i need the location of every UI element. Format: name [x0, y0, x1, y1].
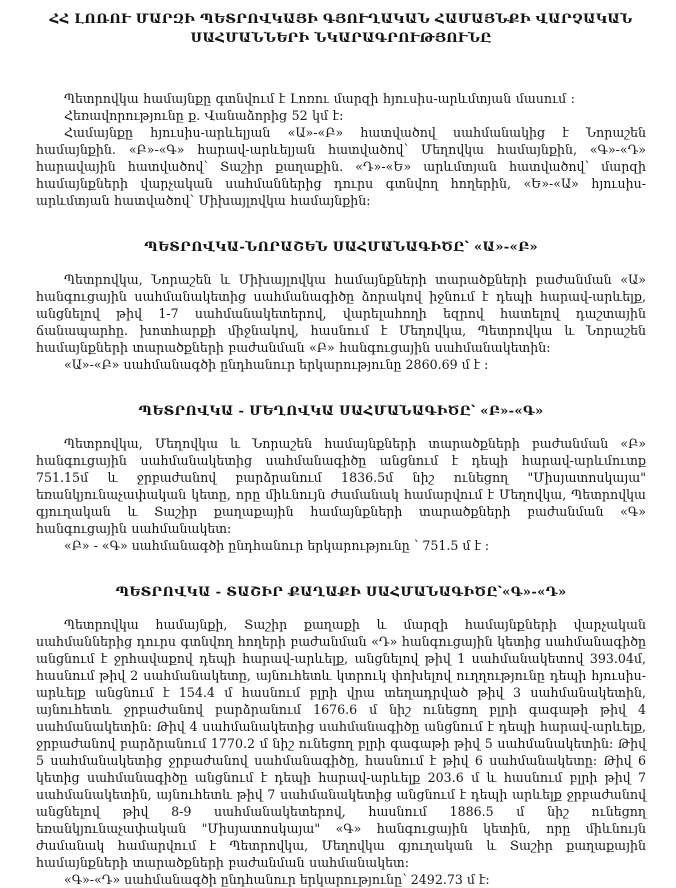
- section-petrovka-meghovka: [36, 403, 646, 554]
- document-title-line2: ՍԱՀՄԱՆՆԵՐԻ ՆԿԱՐԱԳՐՈՒԹՅՈՒՆԸ: [190, 30, 492, 46]
- section-heading: ՊԵՏՐՈՎԿԱ - ՏԱՇԻՐ ՔԱՂԱՔԻ ՍԱՀՄԱՆԱԳԻԾԸ՝«Գ»-«Դ»: [115, 585, 567, 600]
- section-heading: ՊԵՏՐՈՎԿԱ-ՆՈՐԱՇԵՆ ՍԱՀՄԱՆԱԳԻԾԸ՝ «Ա»-«Բ»: [144, 240, 538, 255]
- intro-distance-paragraph: Հեռավորությունը ք. Վանաձորից 52 կմ է:: [64, 108, 344, 123]
- section-petrovka-tashir: [36, 584, 646, 888]
- intro-location-paragraph: Պետրովկա համայնքը գտնվում է Լոռու մարզի հյուսիս-արևմտյան մասում :: [64, 91, 576, 106]
- document-title-line1: ՀՀ ԼՈՌՈՒ ՄԱՐԶԻ ՊԵՏՐՈՎԿԱՅԻ ԳՅՈՒՂԱԿԱՆ ՀԱՄԱՅՆՔԻ ՎԱՐՉԱԿԱՆ: [49, 11, 633, 27]
- section-length-line: «Ա»-«Բ» սահմանագծի ընդհանուր երկարությունը 2860.69 մ է :: [64, 357, 489, 372]
- section-body: Պետրովկա համայնքի, Տաշիր քաղաքի և մարզի համայնքների վարչական սահմաններից դուրս գտնվող հողերի բաժանման «Դ» հանգուցային կետից սահմանագիծը անցնում է ջրհավաքով դեպի հարավ-արևելք, անցնելով թիվ 1 սահմանակետով 393.04մ, հասնում թիվ 2 սահմանակետը, այնուհետև կտրուկ փոխելով ուղղությունը դեպի հյուսիս-արևելք անցնում է 154.4 մ հասնում բլրի վրա տեղադրված թիվ 3 սահմանակետին, այնուհետև ջրբաժանով բարձրանում 1676.6 մ նիշ ունեցող բլրի գագաթի թիվ 4 սահմանակետին: Թիվ 4 սահմանակետից սահմանագիծը անցնում է դեպի հարավ-արևելք, ջրբաժանով բարձրանում 1770.2 մ նիշ ունեցող բլրի գագաթի թիվ 5 սահմանակետին: Թիվ 5 սահմանակետից ջրբաժանով սահմանագիծը, հասնում է թիվ 6 սահմանակետը: Թիվ 6 կետից սահմանագիծը անցնում է դեպի հարավ-արևելք 203.6 մ և հասնում բլրի թիվ 7 սահմանակետին, այնուհետև թիվ 7 սահմանակետից անցնում է դեպի արևելք ջրբաժանով անցնելով թիվ 8-9 սահմանակետերով, հասնում 1886.5 մ նիշ ունեցող եռանկյունաչափական "Միսյատոսկայա" «Գ» հանգուցային կետին, որը միևնույն ժամանակ համարվում է Պետրովկա, Մեղովկա գյուղական և Տաշիր քաղաքային համայնքների տարածքների բաժանման սահմանակետ:: [36, 617, 646, 870]
- section-heading: ՊԵՏՐՈՎԿԱ - ՄԵՂՈՎԿԱ ՍԱՀՄԱՆԱԳԻԾԸ՝ «Բ»-«Գ»: [138, 404, 544, 419]
- section-length-line: «Գ»-«Դ» սահմանագծի ընդհանուր երկարությունը՝ 2492.73 մ է:: [64, 872, 490, 887]
- document-title: [36, 10, 646, 48]
- section-petrovka-norashen: [36, 239, 646, 373]
- section-body: Պետրովկա, Նորաշեն և Միխայլովկա համայնքների տարածքների բաժանման «Ա» հանգուցային սահմանակետից սահմանագիծը ձորակով իջնում է դեպի հարավ-արևելք, անցնելով թիվ 1-7 սահմանակետերով, վարելահողի եզրով հատելով դաշտային ճանապարհը. խոտհարքի միջնակով, հասնում է Մեղովկա, Պետրովկա և Նորաշեն համայնքների տարածքների բաժանման «Բ» հանգուցային սահմանակետին:: [36, 272, 646, 355]
- section-body: Պետրովկա, Մեղովկա և Նորաշեն համայնքների տարածքների բաժանման «Բ» հանգուցային սահմանակետից սահմանագիծը անցնում է դեպի հարավ-արևմուտք 751.15մ և ջրբաժանով բարձրանում 1836.5մ նիշ ունեցող "Միսյատոսկայա" եռանկյունաչափական կետը, որը միևնույն ժամանակ համարվում է Մեղովկա, Պետրովկա գյուղական և Տաշիր քաղաքային համայնքների տարածքների բաժանման «Գ» հանգուցային սահմանակետ:: [36, 436, 646, 536]
- section-length-line: «Բ» - «Գ» սահմանագծի ընդհանուր երկարությունը ՝ 751.5 մ է :: [64, 538, 490, 553]
- intro-neighbors-paragraph: Համայնքը հյուսիս-արևելյան «Ա»-«Բ» հատվածով սահմանակից է Նորաշեն համայնքին. «Բ»-«Գ» հարավ-արևելյան հատվածով՝ Մեղովկա համայնքին, «Գ»-«Դ» հարավային հատվածով՝ Տաշիր քաղաքին. «Դ»-«Ե» արևմտյան հատվածով՝ մարզի համայնքների վարչական սահմաններից դուրս գտնվող հողերին, «Ե»-«Ա» հյուսիս-արևմտյան հատվածով՝ Միխայլովկա համայնքին:: [36, 125, 646, 208]
